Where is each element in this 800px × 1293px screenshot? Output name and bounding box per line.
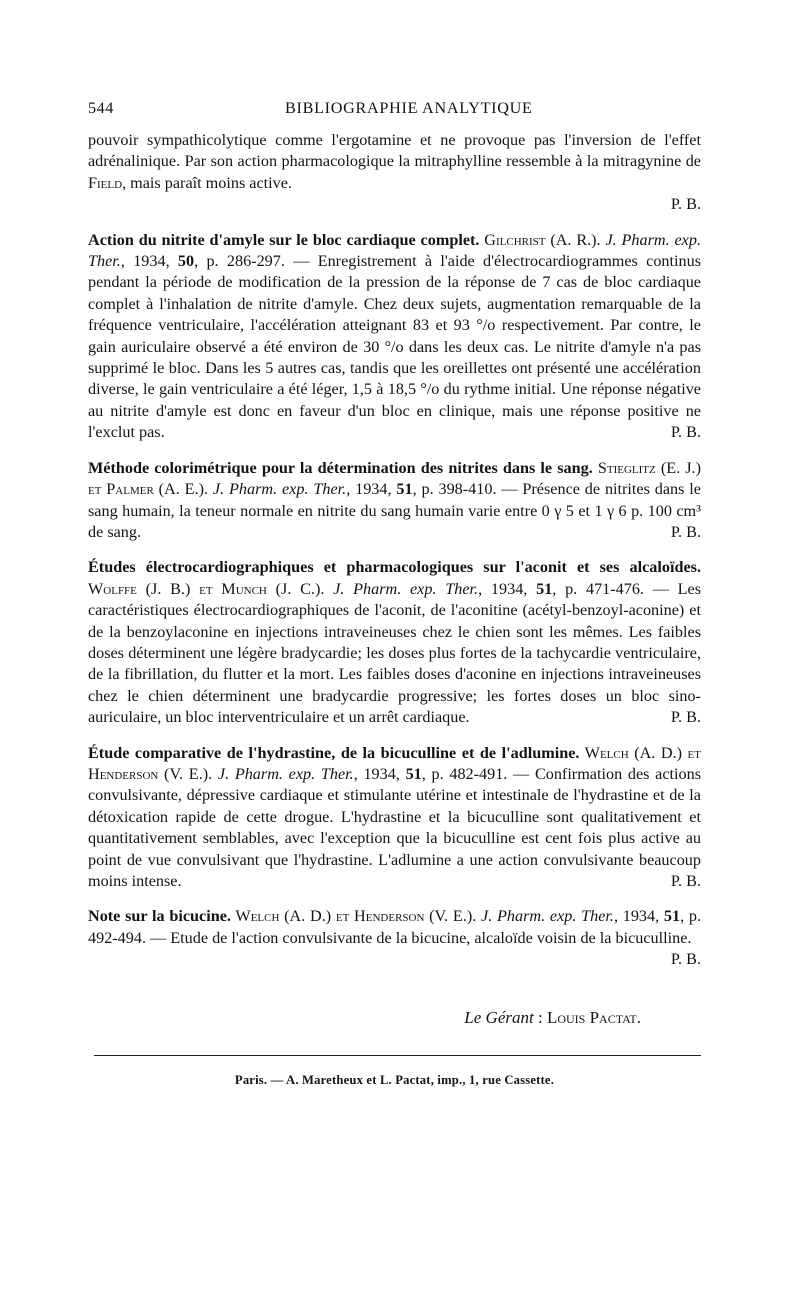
intro-text-after: , mais paraît moins active. [122, 173, 292, 192]
entry-body: — Enregistrement à l'aide d'électrocardiogrammes continus pendant la période de modification de la pression de la réponse de 7 cas de bloc cardiaque complet à l'inhalation de nitrite d'amyle. Chez deux sujets, augmentation remarquable de la fréquence ventriculaire, l'accélération atteignant 83 et 93 °/o respectivement. Par contre, le gain auriculaire observé a été environ de 30 °/o dans les deux cas. Le nitrite d'amyle n'a pas supprimé le bloc. Dans les 5 autres cas, tandis que les oreillettes ont présenté une accélération diverse, le gain ventriculaire a été léger, 1,5 à 18,5 °/o du rythme initial. Une réponse négative au nitrite d'amyle est donc en faveur d'un bloc en clinique, mais une réponse positive ne l'exclut pas. [88, 252, 702, 442]
intro-signature: P. B. [670, 195, 701, 214]
gerant-signature [88, 1007, 701, 1028]
intro-author: Field [88, 173, 123, 192]
page-number: 544 [88, 99, 114, 117]
entry-volume: 51 [536, 579, 553, 598]
intro-text: pouvoir sympathicolytique comme l'ergotamine et ne provoque pas l'inversion de l'effet adrénalinique. Par son action pharmacologique la mitraphylline ressemble à la mitragynine de [88, 131, 701, 171]
entry-year: , 1934, [613, 907, 664, 926]
entry-journal: J. Pharm. exp. Ther. [333, 579, 479, 598]
entry-pages: , p. 492-494. [88, 907, 702, 947]
entry-journal: J. Pharm. exp. Ther. [217, 764, 354, 783]
entry-title: Étude comparative de l'hydrastine, de la bicuculline et de l'adlumine. [88, 743, 580, 762]
abstract-entry [88, 906, 702, 969]
entry-title: Méthode colorimétrique pour la détermination des nitrites dans le sang. [88, 458, 593, 477]
entry-volume: 51 [396, 480, 413, 499]
gerant-label: Le Gérant [464, 1008, 534, 1028]
running-head-title: BIBLIOGRAPHIE ANALYTIQUE [285, 99, 533, 117]
entry-authors: Welch (A. D.) et Henderson (V. E.). [230, 907, 482, 926]
entry-year: , 1934, [353, 764, 406, 783]
entry-journal: J. Pharm. exp. Ther. [88, 230, 702, 271]
entry-volume: 51 [405, 764, 422, 783]
abstract-entry [88, 557, 701, 728]
entry-authors: Welch (A. D.) et Henderson (V. E.). [88, 743, 701, 783]
entry-title: Études électrocardiographiques et pharmacologiques sur l'aconit et ses alcaloïdes. [88, 558, 701, 577]
entry-authors: Stieglitz (E. J.) et Palmer (A. E.). [88, 458, 701, 499]
entry-journal: J. Pharm. exp. Ther. [212, 480, 347, 499]
running-header [88, 98, 701, 120]
entry-body: — Confirmation des actions convulsivante, dépressive cardiaque et stimulante utérine et intestinale de l'hydrastine et de la détoxication rapide de cette drogue. L'hydrastine et la bicuculline sont qualitativement et quantitativement semblables, avec l'exception que la bicuculline est cent fois plus active au point de vue convulsivant que l'hydrastine. L'adlumine a une action convulsivante beaucoup moins intense. [88, 764, 701, 890]
entry-signature: P. B. [670, 872, 701, 890]
printer-imprint: Paris. — A. Maretheux et L. Pactat, imp., 1, rue Cassette. [234, 1072, 555, 1087]
entry-signature: P. B. [670, 522, 701, 541]
entry-pages: , p. 286-297. [194, 252, 285, 271]
entry-pages: , p. 471-476. [552, 579, 644, 598]
entry-body: — Les caractéristiques électrocardiographiques de l'aconit, de l'aconitine (acétyl-benzoyl-aconine) et de la benzoylaconine en injections intraveineuses chez le chien sont les mêmes. Les faibles doses déterminent une légère bradycardie; les doses plus fortes de la tachycardie ventriculaire, de la fibrillation, du flutter et la mort. Les faibles doses d'aconine en injections intraveineuses chez le chien déterminent une bradycardie progressive; les fortes doses un bloc sino-auriculaire, un bloc interventriculaire et un arrêt cardiaque. [88, 579, 702, 727]
abstract-entry [88, 230, 701, 444]
entry-journal: J. Pharm. exp. Ther. [481, 907, 614, 926]
entry-authors: Wolffe (J. B.) et Munch (J. C.). [88, 579, 334, 598]
entry-authors: Gilchrist (A. R.). [479, 230, 606, 249]
entry-signature: P. B. [670, 708, 701, 727]
entry-volume: 51 [663, 907, 681, 926]
entry-title: Action du nitrite d'amyle sur le bloc cardiaque complet. [88, 230, 480, 249]
intro-paragraph [88, 130, 701, 194]
entry-year: , 1934, [120, 252, 178, 271]
entry-title: Note sur la bicucine. [88, 907, 231, 926]
entry-signature: P. B. [670, 950, 701, 969]
footer-rule [94, 1055, 701, 1056]
entry-volume: 50 [177, 252, 195, 271]
entry-year: , 1934, [478, 579, 537, 598]
entry-year: , 1934, [346, 480, 397, 499]
abstract-entry [88, 458, 701, 544]
gerant-name: Louis Pactat. [546, 1008, 641, 1028]
page [88, 98, 701, 1091]
entry-pages: , p. 482-491. [421, 764, 508, 783]
entry-pages: , p. 398-410. [412, 480, 497, 499]
entry-body: — Présence de nitrites dans le sang humain, la teneur normale en nitrite du sang humain varie entre 0 γ 5 et 1 γ 6 p. 100 cm³ de sang. [88, 480, 701, 541]
gerant-separator: : [533, 1008, 547, 1028]
entry-body: — Etude de l'action convulsivante de la bicucine, alcaloïde voisin de la bicuculline. [146, 928, 692, 947]
abstract-entry [88, 743, 701, 893]
entry-signature: P. B. [670, 423, 701, 442]
